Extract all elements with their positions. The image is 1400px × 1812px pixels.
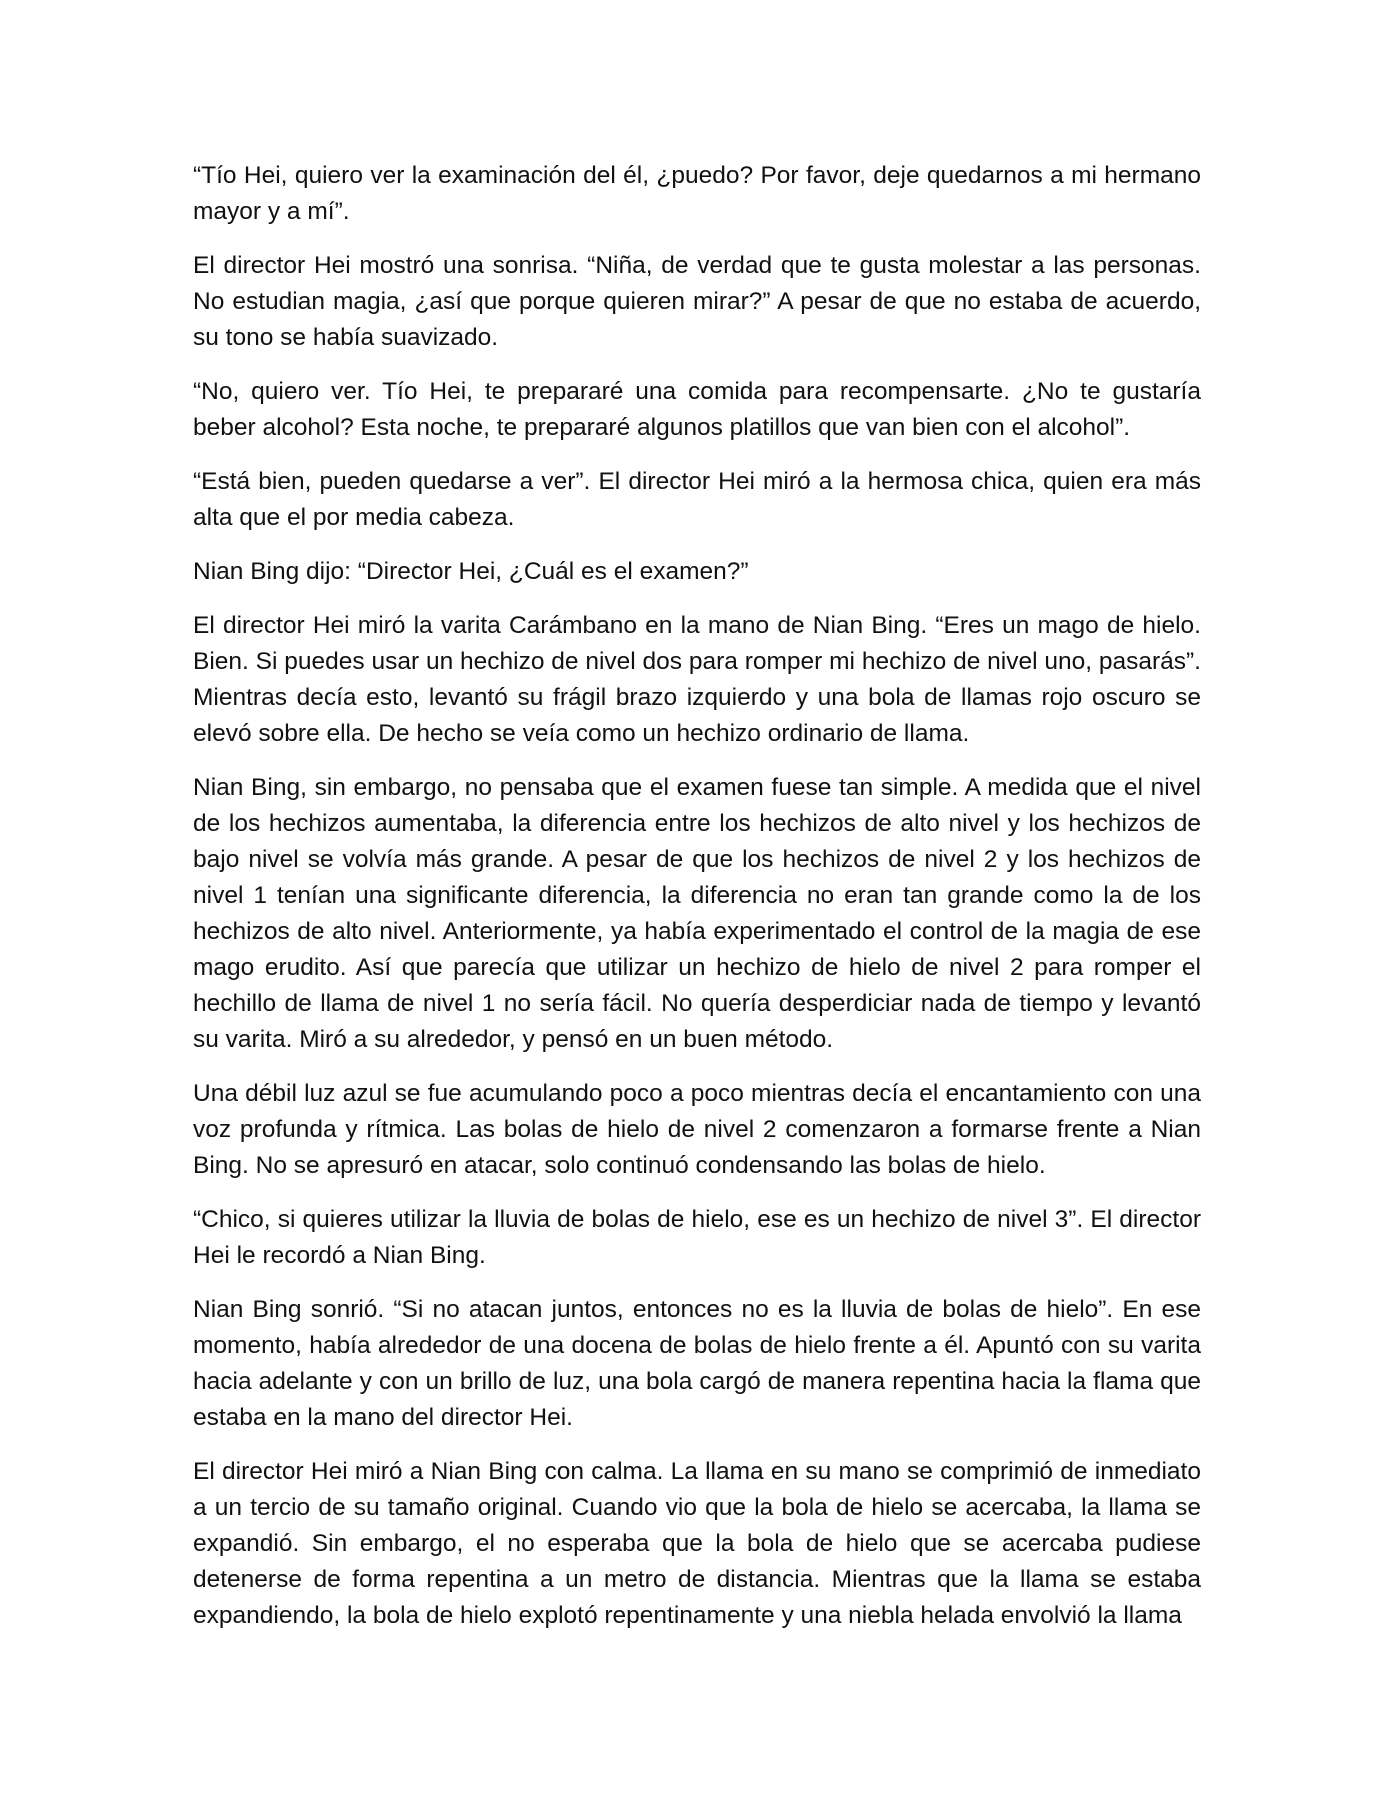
paragraph: Nian Bing dijo: “Director Hei, ¿Cuál es el examen?”: [193, 558, 749, 585]
paragraph: “Chico, si quieres utilizar la lluvia de bolas de hielo, ese es un hechizo de nivel 3”. El director Hei le recordó a Nian Bing.: [193, 1206, 1201, 1269]
paragraph: “No, quiero ver. Tío Hei, te prepararé una comida para recompensarte. ¿No te gustaría beber alcohol? Esta noche, te prepararé algunos platillos que van bien con el alcohol”.: [193, 378, 1201, 441]
paragraph: El director Hei miró la varita Carámbano en la mano de Nian Bing. “Eres un mago de hielo. Bien. Si puedes usar un hechizo de nivel dos para romper mi hechizo de nivel uno, pasarás”. Mientras decía esto, levantó su frágil brazo izquierdo y una bola de llamas rojo oscuro se elevó sobre ella. De hecho se veía como un hechizo ordinario de llama.: [193, 612, 1201, 747]
paragraph: Nian Bing, sin embargo, no pensaba que el examen fuese tan simple. A medida que el nivel de los hechizos aumentaba, la diferencia entre los hechizos de alto nivel y los hechizos de bajo nivel se volvía más grande. A pesar de que los hechizos de nivel 2 y los hechizos de nivel 1 tenían una significante diferencia, la diferencia no eran tan grande como la de los hechizos de alto nivel. Anteriormente, ya había experimentado el control de la magia de ese mago erudito. Así que parecía que utilizar un hechizo de hielo de nivel 2 para romper el hechillo de llama de nivel 1 no sería fácil. No quería desperdiciar nada de tiempo y levantó su varita. Miró a su alrededor, y pensó en un buen método.: [193, 774, 1201, 1053]
paragraph: Nian Bing sonrió. “Si no atacan juntos, entonces no es la lluvia de bolas de hielo”. En ese momento, había alrededor de una docena de bolas de hielo frente a él. Apuntó con su varita hacia adelante y con un brillo de luz, una bola cargó de manera repentina hacia la flama que estaba en la mano del director Hei.: [193, 1296, 1201, 1431]
paragraph: “Está bien, pueden quedarse a ver”. El director Hei miró a la hermosa chica, quien era más alta que el por media cabeza.: [193, 468, 1201, 531]
paragraph: “Tío Hei, quiero ver la examinación del él, ¿puedo? Por favor, deje quedarnos a mi hermano mayor y a mí”.: [193, 162, 1201, 225]
paragraph: Una débil luz azul se fue acumulando poco a poco mientras decía el encantamiento con una voz profunda y rítmica. Las bolas de hielo de nivel 2 comenzaron a formarse frente a Nian Bing. No se apresuró en atacar, solo continuó condensando las bolas de hielo.: [193, 1080, 1201, 1179]
paragraph: El director Hei miró a Nian Bing con calma. La llama en su mano se comprimió de inmediato a un tercio de su tamaño original. Cuando vio que la bola de hielo se acercaba, la llama se expandió. Sin embargo, el no esperaba que la bola de hielo que se acercaba pudiese detenerse de forma repentina a un metro de distancia. Mientras que la llama se estaba expandiendo, la bola de hielo explotó repentinamente y una niebla helada envolvió la llama: [193, 1458, 1201, 1629]
paragraph: El director Hei mostró una sonrisa. “Niña, de verdad que te gusta molestar a las personas. No estudian magia, ¿así que porque quieren mirar?” A pesar de que no estaba de acuerdo, su tono se había suavizado.: [193, 252, 1201, 351]
document-body: [193, 158, 1201, 1652]
